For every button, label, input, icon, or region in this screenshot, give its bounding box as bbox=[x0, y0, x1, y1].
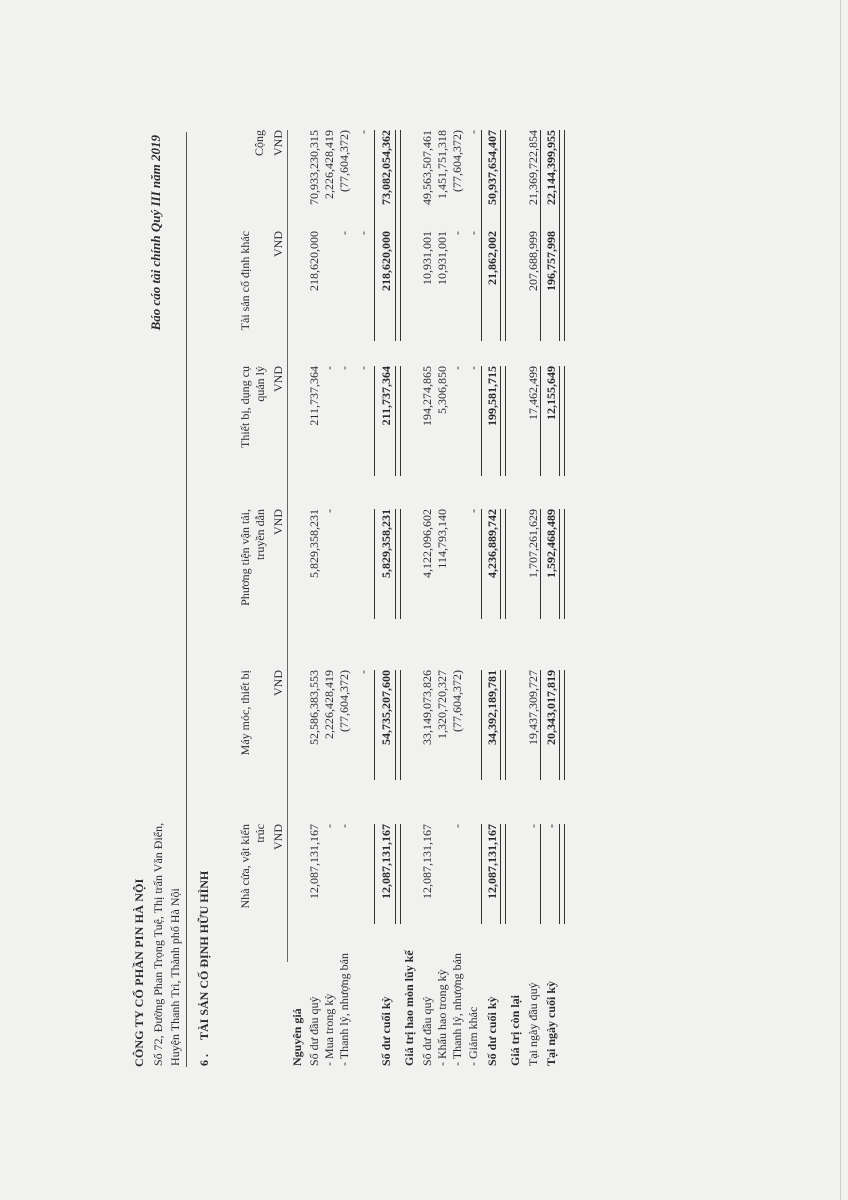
table-cell: 10,931,001 bbox=[435, 231, 449, 285]
table-cell: - bbox=[337, 366, 351, 370]
subtotal-rule bbox=[540, 231, 541, 341]
table-cell: - bbox=[356, 130, 370, 134]
row-label: Số dư đầu quý bbox=[420, 996, 434, 1066]
column-header: Tài sản cố định khác bbox=[238, 231, 252, 331]
subtotal-rule bbox=[540, 509, 541, 619]
table-cell: 21,862,002 bbox=[485, 231, 499, 285]
table-cell: - bbox=[526, 824, 540, 828]
table-cell: 19,437,309,727 bbox=[526, 670, 540, 745]
column-unit: VND bbox=[271, 130, 285, 156]
section-title: TÀI SẢN CỐ ĐỊNH HỮU HÌNH bbox=[197, 870, 211, 1040]
double-rule bbox=[559, 231, 565, 341]
column-unit: VND bbox=[271, 824, 285, 850]
double-rule bbox=[500, 366, 506, 476]
double-rule bbox=[395, 509, 401, 619]
double-rule bbox=[395, 366, 401, 476]
table-cell: 73,082,054,362 bbox=[379, 130, 393, 205]
double-rule bbox=[500, 231, 506, 341]
double-rule bbox=[395, 130, 401, 240]
table-cell: - bbox=[466, 231, 480, 235]
page-edge-line bbox=[840, 0, 841, 1200]
table-cell: (77,604,372) bbox=[450, 670, 464, 732]
table-cell: (77,604,372) bbox=[337, 670, 351, 732]
row-label: Tại ngày cuối kỳ bbox=[544, 980, 558, 1066]
column-unit: VND bbox=[271, 509, 285, 535]
header-divider bbox=[186, 132, 187, 1067]
subtotal-rule bbox=[481, 366, 482, 476]
subtotal-rule bbox=[481, 130, 482, 240]
table-cell: 12,087,131,167 bbox=[379, 824, 393, 899]
table-cell: 199,581,715 bbox=[485, 366, 499, 426]
subtotal-rule bbox=[374, 130, 375, 240]
row-label: Tại ngày đầu quý bbox=[526, 982, 540, 1066]
table-cell: 2,226,428,419 bbox=[322, 130, 336, 199]
double-rule bbox=[559, 366, 565, 476]
table-cell: - bbox=[450, 231, 464, 235]
table-cell: (77,604,372) bbox=[337, 130, 351, 192]
table-cell: 1,320,720,327 bbox=[435, 670, 449, 739]
subtotal-rule bbox=[481, 824, 482, 924]
table-cell: 10,931,001 bbox=[420, 231, 434, 285]
table-cell: - bbox=[356, 670, 370, 674]
column-header: Thiết bị, dụng cụ quản lý bbox=[238, 366, 267, 448]
subtotal-rule bbox=[374, 670, 375, 780]
table-cell: - bbox=[337, 231, 351, 235]
subtotal-rule bbox=[540, 130, 541, 240]
column-header: Máy móc, thiết bị bbox=[238, 670, 252, 756]
table-cell: - bbox=[466, 366, 480, 370]
table-cell: 2,226,428,419 bbox=[322, 670, 336, 739]
company-address-line1: Số 72, Đường Phan Trọng Tuệ, Thị trấn Văn Điển, bbox=[151, 822, 165, 1066]
table-cell: - bbox=[356, 366, 370, 370]
subtotal-rule bbox=[540, 824, 541, 924]
table-cell: 12,155,649 bbox=[544, 366, 558, 420]
table-cell: 211,737,364 bbox=[379, 366, 393, 426]
double-rule bbox=[395, 670, 401, 780]
table-cell: 5,829,358,231 bbox=[307, 509, 321, 578]
subtotal-rule bbox=[374, 824, 375, 924]
table-cell: 21,369,722,854 bbox=[526, 130, 540, 205]
table-cell: 17,462,499 bbox=[526, 366, 540, 420]
column-unit: VND bbox=[271, 366, 285, 392]
section-number: 6 . bbox=[197, 1054, 211, 1066]
row-label: Số dư cuối kỳ bbox=[485, 996, 499, 1066]
double-rule bbox=[559, 509, 565, 619]
table-cell: 207,688,999 bbox=[526, 231, 540, 291]
table-cell: 50,937,654,407 bbox=[485, 130, 499, 205]
table-cell: 12,087,131,167 bbox=[307, 824, 321, 899]
table-cell: - bbox=[322, 509, 336, 513]
table-cell: - bbox=[544, 824, 558, 828]
header-rule bbox=[287, 130, 288, 962]
table-cell: 33,149,073,826 bbox=[420, 670, 434, 745]
table-cell: 218,620,000 bbox=[307, 231, 321, 291]
column-unit: VND bbox=[271, 670, 285, 696]
table-cell: - bbox=[322, 366, 336, 370]
column-header: Cộng bbox=[252, 130, 266, 157]
table-cell: 5,829,358,231 bbox=[379, 509, 393, 578]
double-rule bbox=[500, 509, 506, 619]
double-rule bbox=[559, 130, 565, 240]
table-cell: 34,392,189,781 bbox=[485, 670, 499, 745]
subtotal-rule bbox=[540, 366, 541, 476]
double-rule bbox=[559, 824, 565, 924]
table-cell: 4,122,096,602 bbox=[420, 509, 434, 578]
table-cell: - bbox=[466, 130, 480, 134]
table-cell: - bbox=[356, 231, 370, 235]
company-name: CÔNG TY CỔ PHẦN PIN HÀ NỘI bbox=[132, 878, 146, 1067]
table-cell: 1,707,261,629 bbox=[526, 509, 540, 578]
table-cell: - bbox=[466, 509, 480, 513]
row-label: - Giảm khác bbox=[466, 1006, 480, 1066]
table-cell: 49,563,507,461 bbox=[420, 130, 434, 205]
subtotal-rule bbox=[481, 231, 482, 341]
table-cell: 22,144,399,955 bbox=[544, 130, 558, 205]
double-rule bbox=[500, 824, 506, 924]
subtotal-rule bbox=[374, 509, 375, 619]
table-cell: (77,604,372) bbox=[450, 130, 464, 192]
report-title: Báo cáo tài chính Quý III năm 2019 bbox=[148, 135, 163, 331]
row-label: Số dư đầu quý bbox=[307, 996, 321, 1066]
row-label: Giá trị còn lại bbox=[508, 995, 522, 1066]
table-cell: 1,592,468,489 bbox=[544, 509, 558, 578]
table-cell: 12,087,131,167 bbox=[485, 824, 499, 899]
row-label: - Thanh lý, nhượng bán bbox=[337, 953, 351, 1066]
row-label: Giá trị hao mòn lũy kế bbox=[402, 950, 416, 1066]
company-address-line2: Huyện Thanh Trì, Thành phố Hà Nội bbox=[168, 888, 182, 1066]
table-cell: 211,737,364 bbox=[307, 366, 321, 426]
table-cell: - bbox=[450, 366, 464, 370]
row-label: Nguyên giá bbox=[290, 1008, 304, 1066]
table-cell: 12,087,131,167 bbox=[420, 824, 434, 899]
row-label: - Mua trong kỳ bbox=[322, 993, 336, 1066]
column-unit: VND bbox=[271, 231, 285, 257]
double-rule bbox=[395, 231, 401, 341]
table-cell: 4,236,889,742 bbox=[485, 509, 499, 578]
table-cell: - bbox=[337, 824, 351, 828]
subtotal-rule bbox=[540, 670, 541, 780]
double-rule bbox=[500, 130, 506, 240]
row-label: Số dư cuối kỳ bbox=[379, 996, 393, 1066]
table-cell: 1,451,751,318 bbox=[435, 130, 449, 199]
table-cell: 114,793,140 bbox=[435, 509, 449, 569]
table-cell: - bbox=[322, 824, 336, 828]
row-label: - Khấu hao trong kỳ bbox=[435, 969, 449, 1066]
table-cell: 5,306,850 bbox=[435, 366, 449, 414]
subtotal-rule bbox=[374, 231, 375, 341]
column-header: Nhà cửa, vật kiến trúc bbox=[238, 824, 267, 909]
double-rule bbox=[559, 670, 565, 780]
column-header: Phương tiện vận tải, truyền dẫn bbox=[238, 509, 267, 606]
table-cell: 54,735,207,600 bbox=[379, 670, 393, 745]
table-cell: 20,343,017,819 bbox=[544, 670, 558, 745]
table-cell: - bbox=[450, 824, 464, 828]
subtotal-rule bbox=[481, 509, 482, 619]
table-cell: 196,757,998 bbox=[544, 231, 558, 291]
table-cell: 70,933,230,315 bbox=[307, 130, 321, 205]
subtotal-rule bbox=[374, 366, 375, 476]
subtotal-rule bbox=[481, 670, 482, 780]
table-cell: 218,620,000 bbox=[379, 231, 393, 291]
double-rule bbox=[395, 824, 401, 924]
table-cell: 52,586,383,553 bbox=[307, 670, 321, 745]
table-cell: 194,274,865 bbox=[420, 366, 434, 426]
double-rule bbox=[500, 670, 506, 780]
row-label: - Thanh lý, nhượng bán bbox=[450, 953, 464, 1066]
